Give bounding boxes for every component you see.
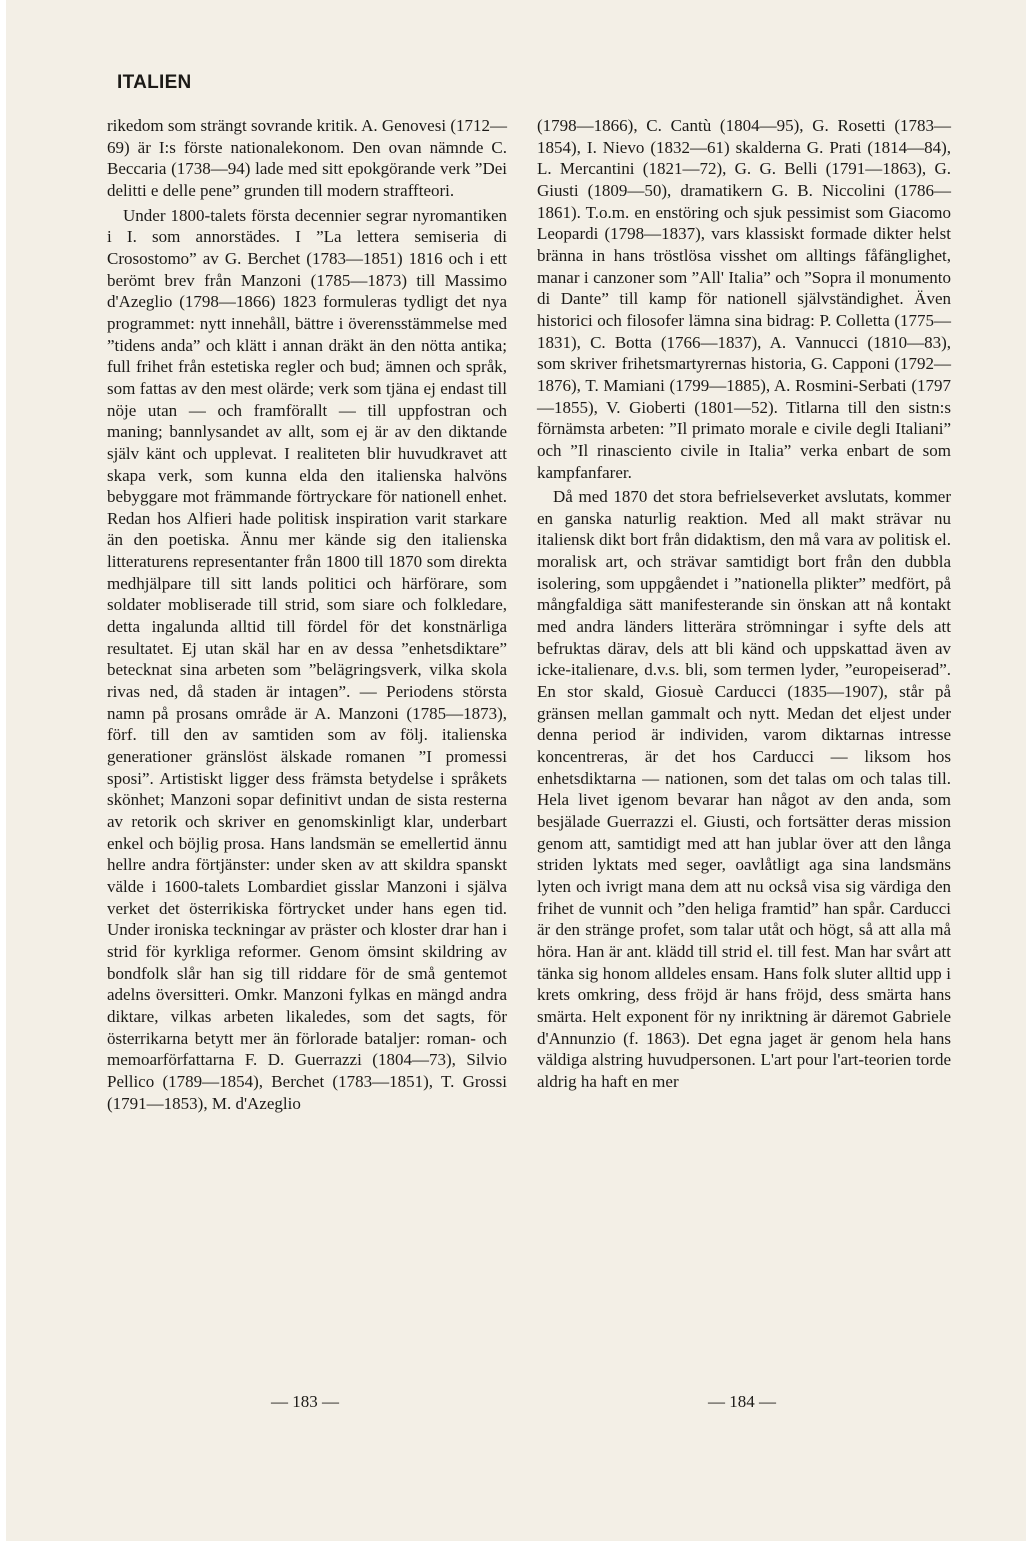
right-column [537,115,951,1093]
page-number-right: — 184 — [708,1392,776,1411]
running-header: ITALIEN [117,72,192,93]
left-paragraph-1: rikedom som strängt sovrande kritik. A. Genovesi (1712—69) är I:s förste nationalekonom. Den ovan nämnde C. Beccaria (1738—94) lade med sitt epokgörande verk ”Dei delitti e delle pene” grunden till modern straffteori. [107,116,507,200]
left-paragraph-2: Under 1800-talets första decennier segrar nyromantiken i I. som annorstädes. I ”La lettera semiseria di Crosostomo” av G. Berchet (1783—1851) 1816 och i ett berömt brev från Manzoni (1785—1873) till Massimo d'Azeglio (1798—1866) 1823 formuleras tydligt det nya programmet: nytt innehåll, bättre i överensstämmelse med ”tidens anda” och klätt i annan dräkt än den nötta antika; full frihet från estetiska regler och bud; ämnen och språk, som fattas av den mest olärde; verk som tjäna ej endast till nöje utan — och framförallt — till uppfostran och maning; bannlysandet av allt, som ej är av den diktande själv känt och upplevat. I realiteten blir huvudkravet att skapa verk, som kunna elda den italienska halvöns bebyggare mot främmande förtryckare för nationell enhet. Redan hos Alfieri hade politisk inspiration varit starkare än den poetiska. Ännu mer kände sig den italienska litteraturens representanter från 1800 till 1870 som direkta medhjälpare till sitt lands politici och härförare, som soldater mobliserade till strid, som siare och folkledare, detta ingalunda alltid till fördel för det konstnärliga resultatet. Ej utan skäl har en av dessa ”enhetsdiktare” betecknat sina arbeten som ”belägringsverk, vilka skola rivas ned, då staden är intagen”. — Periodens största namn på prosans område är A. Manzoni (1785—1873), förf. till den av samtiden som av följ. italienska generationer gränslöst älskade romanen ”I promessi sposi”. Artistiskt ligger dess främsta betydelse i språkets skönhet; Manzoni sopar definitivt undan de sista resterna av retorik och skriver en genomskinligt klar, underbart enkel och böjlig prosa. Hans landsmän se emellertid ännu hellre andra förtjänster: under sken av att skildra spanskt välde i 1600-talets Lombardiet gisslar Manzoni i själva verket det österrikiska förtrycket under hans egen tid. Under ironiska teckningar av präster och kloster drar han i strid för kyrkliga reformer. Genom ömsint skildring av bondfolk slår han sig till riddare för de små gentemot adelns översitteri. Omkr. Manzoni fylkas en mängd andra diktare, vilkas arbeten likaledes, som det sagts, för österrikarna betytt mer än förlorade bataljer: roman- och memoarförfattarna F. D. Guerrazzi (1804—73), Silvio Pellico (1789—1854), Berchet (1783—1851), T. Grossi (1791—1853), M. d'Azeglio [107,205,507,1113]
right-paragraph-1: (1798—1866), C. Cantù (1804—95), G. Rosetti (1783—1854), I. Nievo (1832—61) skalderna G. Prati (1814—84), L. Mercantini (1821—72), G. G. Belli (1791—1863), G. Giusti (1809—50), dramatikern G. B. Niccolini (1786—1861). T.o.m. en enstöring och sjuk pessimist som Giacomo Leopardi (1798—1837), vars klassiskt formade dikter helst bränna in hans tröstlösa visshet om alltings fåfänglighet, manar i canzoner som ”All' Italia” och ”Sopra il monumento di Dante” till kamp för nationell självständighet. Även historici och filosofer lämna sina bidrag: P. Colletta (1775—1831), C. Botta (1766—1837), A. Vannucci (1810—83), som skriver frihetsmartyrernas historia, G. Capponi (1792—1876), T. Mamiani (1799—1885), A. Rosmini-Serbati (1797—1855), V. Gioberti (1801—52). Titlarna till den sistn:s förnämsta arbeten: ”Il primato morale e civile degli Italiani” och ”Il rinasciento civile in Italia” verka enbart de som kampfanfarer. [537,116,951,482]
left-column [107,115,507,1114]
page-number-left: — 183 — [271,1392,339,1411]
page-edge [0,0,6,1541]
right-paragraph-2: Då med 1870 det stora befrielseverket avslutats, kommer en ganska naturlig reaktion. Med all makt strävar nu italiensk dikt bort från didaktism, den må vara av politisk el. moralisk art, och strävar samtidigt bort från den dubbla isolering, som uppgåendet i ”nationella plikter” medfört, på mångfaldiga sätt manifesterande sin önskan att nå kontakt med andra länders litterära strömningar i syfte dels att befruktas därav, dels att bli känd och uppskattad även av icke-italienare, d.v.s. bli, som termen lyder, ”europeiserad”. En stor skald, Giosuè Carducci (1835—1907), står på gränsen mellan gammalt och nytt. Medan det eljest under denna period är individen, varom diktarnas intresse koncentreras, är det hos Carducci — liksom hos enhetsdiktarna — nationen, som det talas om och talas till. Hela livet igenom bevarar han något av den anda, som besjälade Guerrazzi el. Giusti, och fortsätter deras mission genom att, samtidigt med att han jublar över att den långa striden lyktats med seger, oavlåtligt aga sina landsmäns lyten och ivrigt mana dem att nu också visa sig värdiga den frihet de vunnit och ”den heliga framtid” han spår. Carducci är den stränge profet, som talar utåt och högt, så att alla må höra. Han är ant. klädd till strid el. till fest. Man har svårt att tänka sig honom alldeles ensam. Hans folk sluter alltid upp i krets omkring, dess fröjd är hans fröjd, dess smärta hans smärta. Helt exponent för ny inriktning är däremot Gabriele d'Annunzio (f. 1863). Det egna jaget är genom hela hans väldiga alstring huvudpersonen. L'art pour l'art-teorien torde aldrig ha haft en mer [537,487,951,1091]
